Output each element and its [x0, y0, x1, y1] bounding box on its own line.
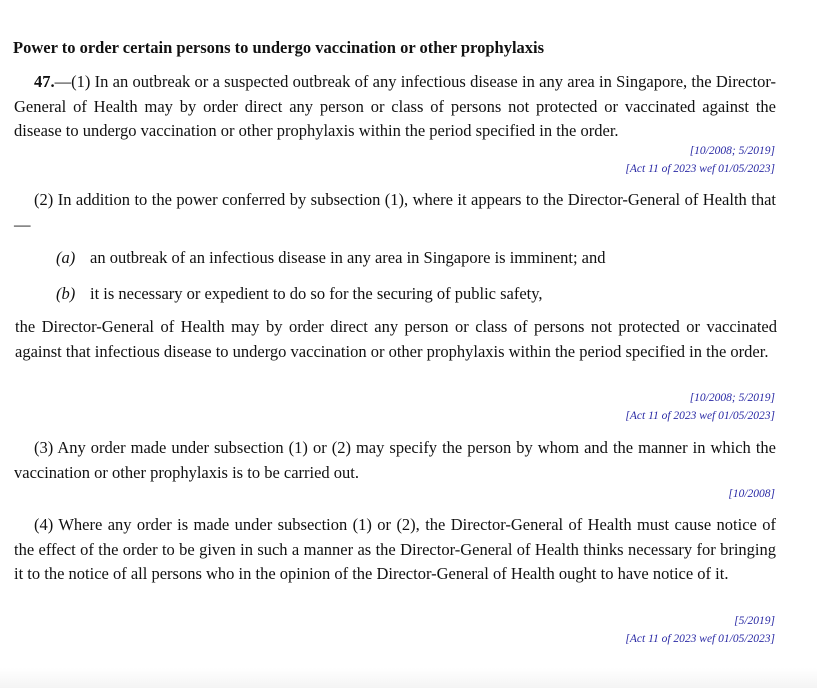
subsection-4 — [14, 513, 776, 587]
list-item-b-label: (b) — [56, 284, 76, 303]
amendment-note-1a: [10/2008; 5/2019] — [689, 145, 775, 157]
page-bottom-edge — [0, 668, 817, 688]
amendment-note-2a: [10/2008; 5/2019] — [689, 392, 775, 404]
list-item-b — [56, 283, 776, 305]
subsection-1-marker: —(1) — [54, 72, 91, 91]
amendment-note-4b: [Act 11 of 2023 wef 01/05/2023] — [625, 633, 775, 645]
amendment-note-2b: [Act 11 of 2023 wef 01/05/2023] — [625, 410, 775, 422]
amendment-note-1b: [Act 11 of 2023 wef 01/05/2023] — [625, 163, 775, 175]
subsection-1-text: In an outbreak or a suspected outbreak of any infectious disease in any area in Singapore, the Director-General of Health may by order direct any person or class of persons not protected or vaccinated against the disease to undergo vaccination or other prophylaxis within the period specified in the order. — [14, 72, 776, 140]
subsection-3-text: (3) Any order made under subsection (1) or (2) may specify the person by whom and the manner in which the vaccination or other prophylaxis is to be carried out. — [14, 438, 776, 482]
subsection-2-intro — [14, 188, 776, 237]
section-number: 47. — [34, 72, 55, 91]
subsection-3 — [14, 436, 776, 485]
list-item-a-label: (a) — [56, 248, 76, 267]
section-heading: Power to order certain persons to undergo vaccination or other prophylaxis — [13, 38, 545, 57]
subsection-2-intro-text: (2) In addition to the power conferred by subsection (1), where it appears to the Director-General of Health that — — [14, 190, 776, 234]
list-item-a — [56, 247, 776, 269]
subsection-1 — [14, 70, 776, 144]
subsection-2-closing: the Director-General of Health may by order direct any person or class of persons not protected or vaccinated against that infectious disease to undergo vaccination or other prophylaxis within the period specified in the order. — [15, 317, 777, 361]
list-item-a-text: an outbreak of an infectious disease in any area in Singapore is imminent; and — [90, 248, 606, 267]
subsection-4-text: (4) Where any order is made under subsection (1) or (2), the Director-General of Health must cause notice of the effect of the order to be given in such a manner as the Director-General of Health thinks necessary for bringing it to the notice of all persons who in the opinion of the Director-General of Health ought to have notice of it. — [14, 515, 776, 583]
list-item-b-text: it is necessary or expedient to do so for the securing of public safety, — [90, 284, 543, 303]
amendment-note-3a: [10/2008] — [728, 488, 775, 500]
amendment-note-4a: [5/2019] — [734, 615, 775, 627]
